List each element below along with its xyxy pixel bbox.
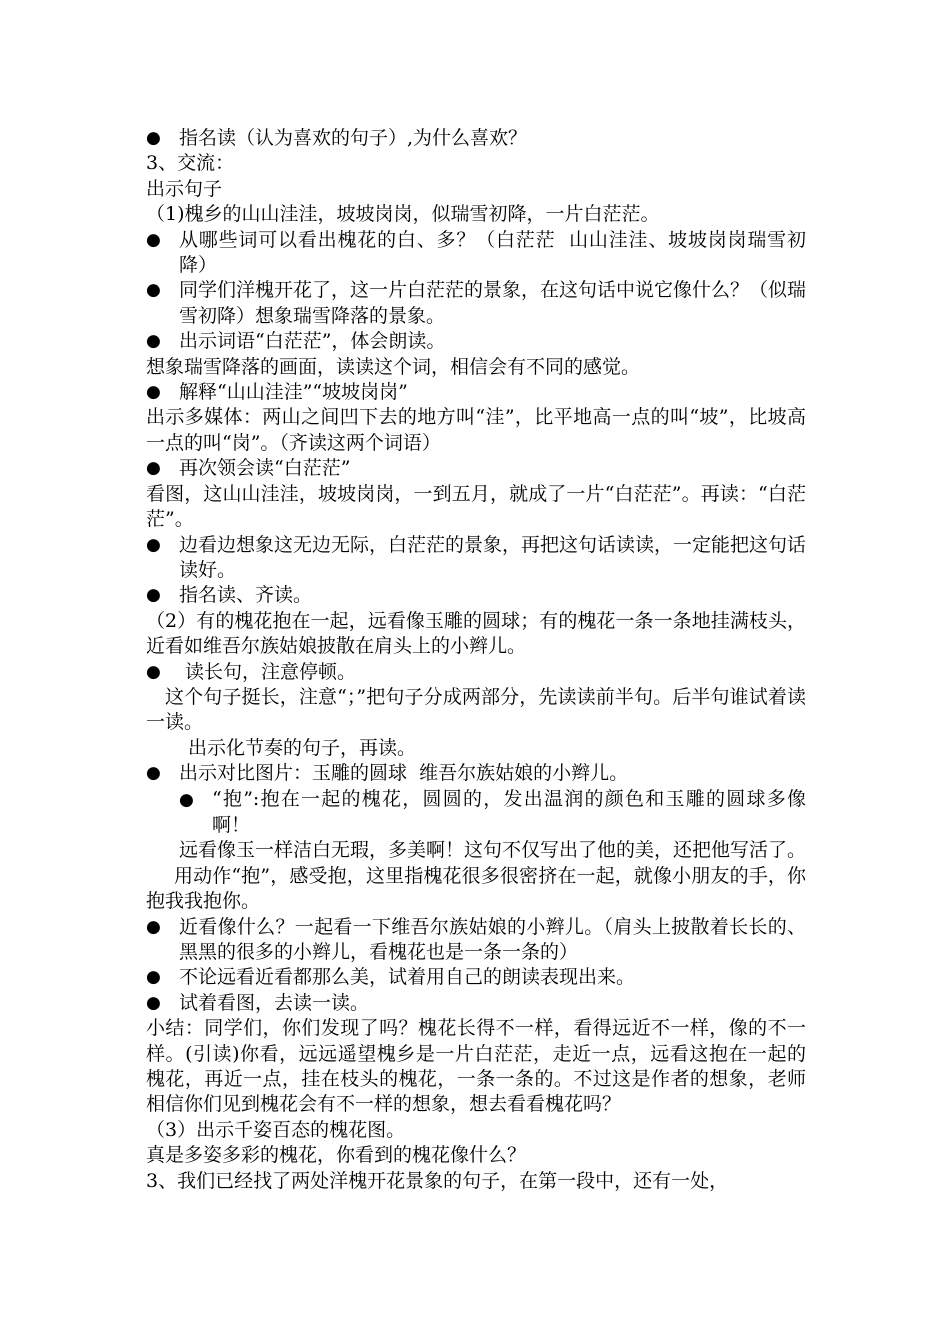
paragraph: 真是多姿多彩的槐花，你看到的槐花像什么？ bbox=[146, 1144, 527, 1167]
bullet-paragraph: ● 同学们洋槐开花了，这一片白茫茫的景象，在这句话中说它像什么？（似瑞雪初降）想象瑞雪降落的景象。 bbox=[146, 278, 806, 329]
bullet-paragraph: ● 指名读、齐读。 bbox=[146, 583, 806, 608]
indented-paragraph: 远看像玉一样洁白无瑕，多美啊！这句不仅写出了他的美，还把他写活了。 bbox=[179, 839, 807, 862]
paragraph: 看图，这山山洼洼，坡坡岗岗，一到五月，就成了一片“白茫茫”。再读：“白茫茫”。 bbox=[146, 482, 806, 531]
paragraph: 想象瑞雪降落的画面，读读这个词，相信会有不同的感觉。 bbox=[146, 355, 641, 378]
paragraph: 出示多媒体：两山之间凹下去的地方叫“洼”，比平地高一点的叫“坡”，比坡高一点的叫“岗”。（齐读这两个词语） bbox=[146, 406, 806, 454]
bullet-paragraph: ● 再次领会读“白茫茫” bbox=[146, 456, 806, 481]
bullet-paragraph: ● 读长句，注意停顿。 bbox=[146, 660, 806, 685]
bullet-paragraph: ● 从哪些词可以看出槐花的白、多？（白茫茫 山山洼洼、坡坡岗岗瑞雪初降） bbox=[146, 228, 806, 279]
document-page bbox=[146, 126, 806, 1194]
sub-bullet-paragraph bbox=[146, 787, 806, 839]
indented-paragraph: 用动作“抱”，感受抱，这里指槐花很多很密挤在一起，就像小朋友的手，你抱我我抱你。 bbox=[146, 864, 806, 913]
bullet-paragraph: ● 指名读（认为喜欢的句子）,为什么喜欢？ bbox=[146, 126, 806, 151]
paragraph: 3、我们已经找了两处洋槐开花景象的句子，在第一段中，还有一处， bbox=[146, 1169, 729, 1192]
bullet-paragraph: ● 出示对比图片：玉雕的圆球 维吾尔族姑娘的小辫儿。 bbox=[146, 761, 806, 786]
quoted-sentence: （3）出示千姿百态的槐花图。 bbox=[146, 1118, 406, 1141]
section-heading: 3、交流： bbox=[146, 152, 235, 175]
indented-paragraph: 出示化节奏的句子，再读。 bbox=[188, 736, 417, 759]
summary-paragraph: 小结：同学们，你们发现了吗？槐花长得不一样，看得远近不一样，像的不一样。(引读)你看，远远遥望槐乡是一片白茫茫，走近一点，远看这抱在一起的槐花，再近一点，挂在枝头的槐花，一条一条的。不过这是作者的想象，老师相信你们见到槐花会有不一样的想象，想去看看槐花吗？ bbox=[146, 1017, 806, 1116]
paragraph: 出示句子 bbox=[146, 177, 223, 200]
quoted-sentence: （2）有的槐花抱在一起，远看像玉雕的圆球；有的槐花一条一条地挂满枝头，近看如维吾尔族姑娘披散在肩头上的小辫儿。 bbox=[146, 609, 806, 658]
bullet-paragraph: ● 试着看图，去读一读。 bbox=[146, 991, 806, 1016]
bullet-paragraph: ● 边看边想象这无边无际，白茫茫的景象，再把这句话读读，一定能把这句话读好。 bbox=[146, 533, 806, 584]
bullet-paragraph: ● 出示词语“白茫茫”，体会朗读。 bbox=[146, 329, 806, 354]
bullet-paragraph: ● 近看像什么？一起看一下维吾尔族姑娘的小辫儿。（肩头上披散着长长的、黑黑的很多的小辫儿，看槐花也是一条一条的） bbox=[146, 915, 806, 966]
sub-bullet-text: “抱”:抱在一起的槐花，圆圆的，发出温润的颜色和玉雕的圆球多像啊！ bbox=[212, 787, 806, 836]
bullet-paragraph: ● 不论远看近看都那么美，试着用自己的朗读表现出来。 bbox=[146, 965, 806, 990]
bullet-icon: ● bbox=[179, 789, 194, 810]
indented-paragraph: 这个句子挺长，注意“；”把句子分成两部分，先读读前半句。后半句谁试着读一读。 bbox=[146, 685, 806, 734]
quoted-sentence: （1)槐乡的山山洼洼，坡坡岗岗，似瑞雪初降，一片白茫茫。 bbox=[146, 203, 660, 226]
bullet-paragraph: ● 解释“山山洼洼”“坡坡岗岗” bbox=[146, 380, 806, 405]
